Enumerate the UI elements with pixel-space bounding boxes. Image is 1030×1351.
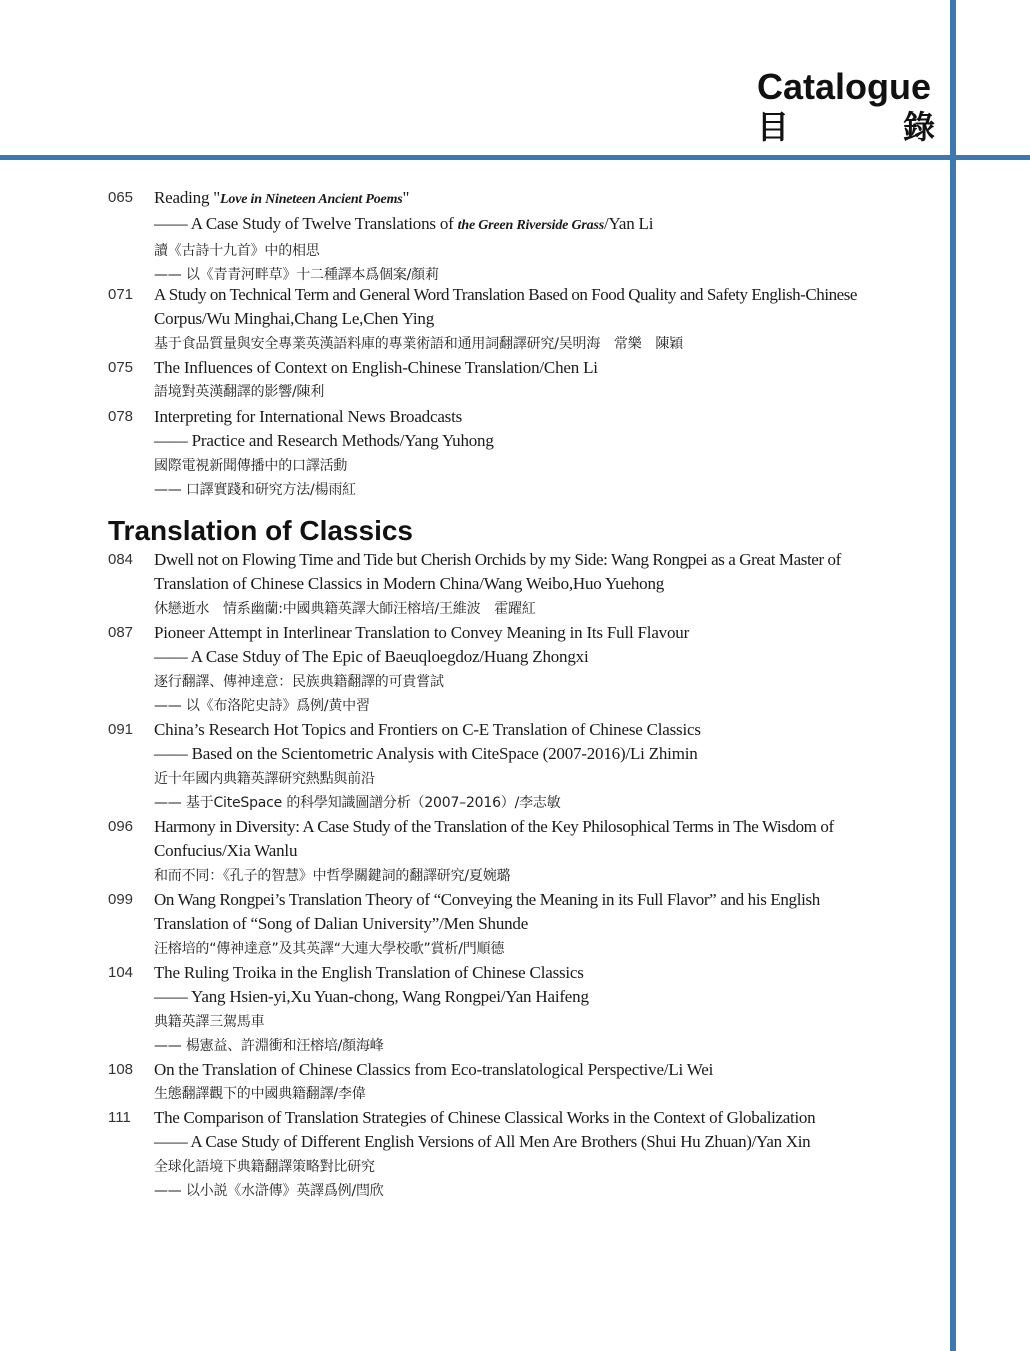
entry-subtitle-en: —— Practice and Research Methods/Yang Yuhong [154, 431, 494, 451]
entry-title-en: Interpreting for International News Broadcasts [154, 407, 463, 426]
page-number: 065 [108, 189, 134, 206]
catalogue-title: Catalogue [757, 66, 932, 107]
entry-title-cn: 逐行翻譯、傳神達意：民族典籍翻譯的可貴嘗試 [154, 673, 444, 690]
entry-title-cn: 和而不同：《孔子的智慧》中哲學關鍵詞的翻譯研究/夏婉璐 [154, 867, 511, 884]
entry-title-cn: 汪榕培的“傳神達意”及其英譯“大連大學校歌”賞析/門順德 [154, 940, 505, 957]
entry-subtitle-en: —— A Case Study of Different English Versions of All Men Are Brothers (Shui Hu Zhuan)/Yan Xin [154, 1132, 811, 1152]
page-number: 108 [108, 1061, 134, 1078]
catalogue-title-chinese [757, 108, 935, 146]
entry-title-en: Pioneer Attempt in Interlinear Translation to Convey Meaning in Its Full Flavour [154, 623, 690, 642]
entry-title-cn: 全球化語境下典籍翻譯策略對比研究 [154, 1158, 375, 1175]
entry-subtitle-en: —— A Case Stduy of The Epic of Baeuqloegdoz/Huang Zhongxi [154, 647, 589, 667]
page-number: 075 [108, 359, 134, 376]
entry-title-en: The Influences of Context on English-Chinese Translation/Chen Li [154, 358, 598, 377]
page-number: 111 [108, 1109, 131, 1126]
page-number: 096 [108, 818, 134, 835]
page-number: 099 [108, 891, 134, 908]
entry-title-en-cont: Confucius/Xia Wanlu [154, 841, 298, 861]
entry-title-cn: 典籍英譯三駕馬車 [154, 1013, 265, 1030]
entry-subtitle-en: —— Based on the Scientometric Analysis with CiteSpace (2007-2016)/Li Zhimin [154, 744, 698, 764]
entry-title-en-cont: Translation of Chinese Classics in Modern China/Wang Weibo,Huo Yuehong [154, 574, 665, 594]
entry-title-cn: 語境對英漢翻譯的影響/陳利 [154, 384, 325, 401]
entry-title-en-cont: Corpus/Wu Minghai,Chang Le,Chen Ying [154, 309, 434, 329]
vertical-accent-bar [950, 0, 956, 1351]
entry-title-en: Dwell not on Flowing Time and Tide but Cherish Orchids by my Side: Wang Rongpei as a Great Master of [154, 550, 841, 569]
entry-title-cn: 近十年國内典籍英譯研究熱點與前沿 [154, 770, 375, 787]
page-number: 104 [108, 964, 134, 981]
entry-title-en-cont: Translation of “Song of Dalian University”/Men Shunde [154, 914, 529, 934]
page-number: 091 [108, 721, 134, 738]
entry-subtitle-cn: —— 基于CiteSpace 的科學知識圖譜分析（2007–2016）/李志敏 [154, 795, 561, 812]
entry-title-cn: 基于食品質量與安全專業英漢語料庫的專業術語和通用詞翻譯研究/吴明海 常樂 陳穎 [154, 335, 683, 352]
page-number: 071 [108, 286, 134, 303]
title-cn-char-2: 錄 [902, 108, 935, 146]
entry-subtitle-en: —— A Case Study of Twelve Translations of the Green Riverside Grass/Yan Li [154, 214, 654, 234]
entry-title-en: China’s Research Hot Topics and Frontiers on C-E Translation of Chinese Classics [154, 720, 701, 739]
entry-subtitle-cn: —— 楊憲益、許淵衝和汪榕培/顏海峰 [154, 1038, 384, 1055]
entry-title-cn: 休戀逝水 情系幽蘭:中國典籍英譯大師汪榕培/王維波 霍躍紅 [154, 600, 536, 617]
entry-title-en: Reading "Love in Nineteen Ancient Poems" [154, 188, 410, 207]
entry-subtitle-cn: —— 口譯實踐和研究方法/楊雨紅 [154, 482, 356, 499]
entry-title-cn: 生態翻譯觀下的中國典籍翻譯/李偉 [154, 1086, 366, 1103]
page-number: 087 [108, 624, 134, 641]
entry-subtitle-cn: —— 以《青青河畔草》十二種譯本爲個案/顏莉 [154, 267, 439, 284]
entry-title-en: On the Translation of Chinese Classics from Eco-translatological Perspective/Li Wei [154, 1060, 714, 1079]
entry-title-en: The Ruling Troika in the English Translation of Chinese Classics [154, 963, 584, 982]
entry-title-cn: 國際電視新聞傳播中的口譯活動 [154, 457, 348, 474]
entry-title-en: Harmony in Diversity: A Case Study of the Translation of the Key Philosophical Terms in The Wisdom of [154, 817, 834, 836]
entry-title-cn: 讀《古詩十九首》中的相思 [154, 242, 320, 259]
entry-title-en: The Comparison of Translation Strategies of Chinese Classical Works in the Context of Globalization [154, 1108, 816, 1127]
entry-subtitle-cn: —— 以小説《水滸傳》英譯爲例/閆欣 [154, 1183, 384, 1200]
entry-subtitle-en: —— Yang Hsien-yi,Xu Yuan-chong, Wang Rongpei/Yan Haifeng [154, 987, 589, 1007]
entry-subtitle-cn: —— 以《布洛陀史詩》爲例/黄中習 [154, 698, 370, 715]
entry-title-en: On Wang Rongpei’s Translation Theory of “Conveying the Meaning in its Full Flavor” and his English [154, 890, 820, 909]
horizontal-accent-bar [0, 155, 1030, 160]
title-cn-char-1: 目 [757, 108, 790, 146]
page-number: 084 [108, 551, 134, 568]
page-number: 078 [108, 408, 134, 425]
section-heading: Translation of Classics [108, 515, 413, 546]
entry-title-en: A Study on Technical Term and General Word Translation Based on Food Quality and Safety English-Chinese [154, 285, 857, 304]
